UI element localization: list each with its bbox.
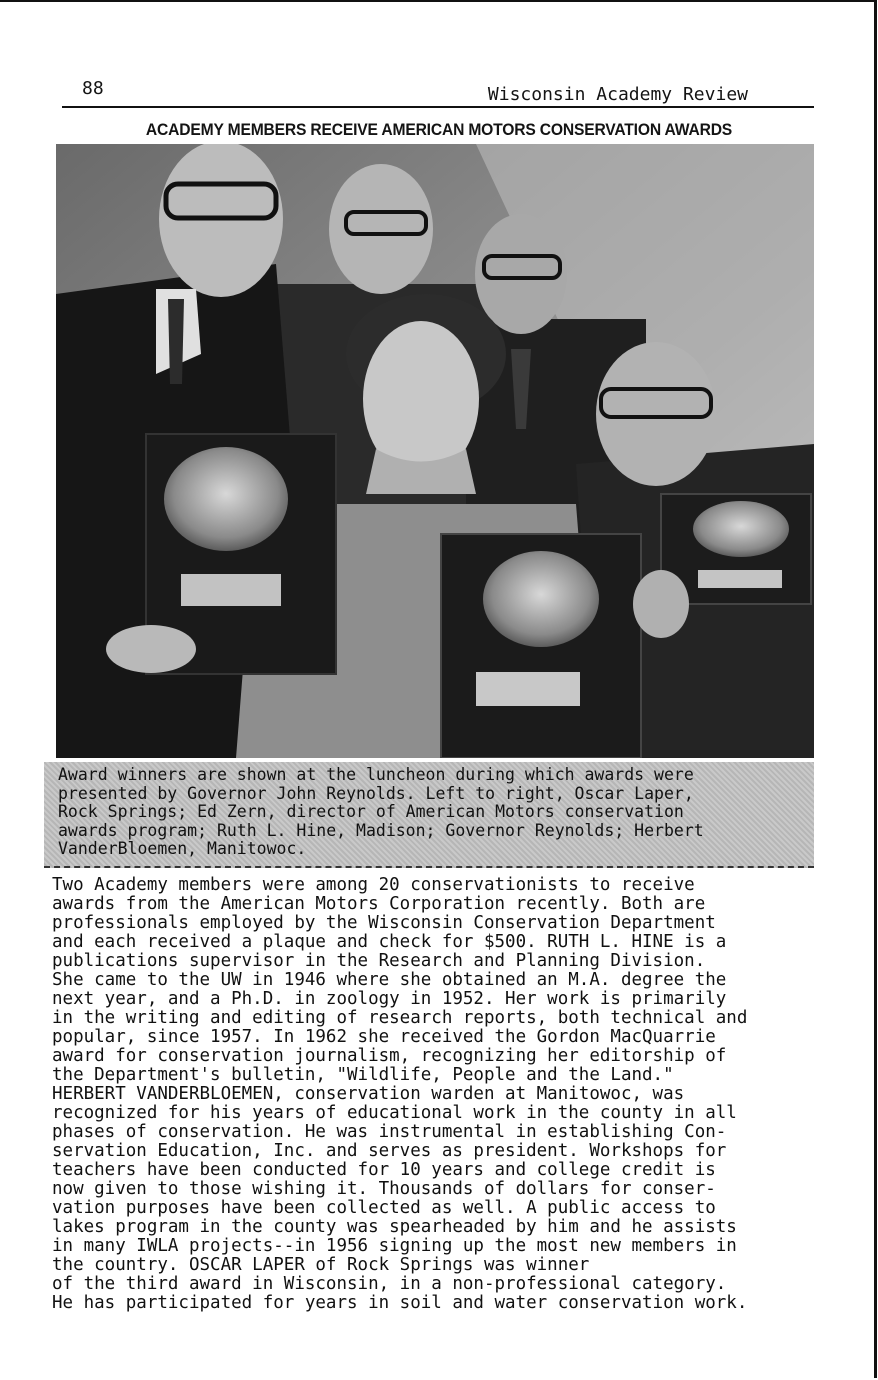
- caption-text: Award winners are shown at the luncheon during which awards were presented by Governor John Reynolds. Left to right, Oscar Laper, Rock Springs; Ed Zern, director of American Motors conservation awards program; Ruth L. Hine, Madison; Governor Reynolds; Herbert VanderBloemen, Manitowoc.: [58, 765, 704, 858]
- caption-divider: [44, 866, 814, 868]
- photo-illustration: [56, 144, 814, 758]
- hand-right: [633, 570, 689, 638]
- photo-caption: [44, 762, 814, 868]
- article-body: [52, 876, 822, 1313]
- hand-left: [106, 625, 196, 673]
- body-paragraph: Two Academy members were among 20 conservationists to receive awards from the American Motors Corporation recently. Both are professionals employed by the Wisconsin Conservation Department and each received a plaque and check for $500. RUTH L. HINE is a publications supervisor in the Research and Planning Division. She came to the UW in 1946 where she obtained an M.A. degree the next year, and a Ph.D. in zoology in 1952. Her work is primarily in the writing and editing of research reports, both technical and popular, since 1957. In 1962 she received the Gordon MacQuarrie award for conservation journalism, recognizing her editorship of the Department's bulletin, "Wildlife, People and the Land." HERBERT VANDERBLOEMEN, conservation warden at Manitowoc, was recognized for his years of educational work in the county in all phases of conservation. He was instrumental in establishing Con- servation Education, Inc. and serves as president. Workshops for teachers have been conducted for 10 years and college credit is now given to those wishing it. Thousands of dollars for conser- vation purposes have been collected as well. A public access to lakes program in the county was spearheaded by him and he assists in many IWLA projects--in 1956 signing up the most new members in the country. OSCAR LAPER of Rock Springs was winner of the third award in Wisconsin, in a non-professional category. He has participated for years in soil and water conservation work.: [52, 875, 748, 1313]
- page-header: [62, 76, 814, 108]
- running-title: Wisconsin Academy Review: [487, 84, 748, 105]
- page-number: 88: [82, 78, 104, 99]
- plaque-center: [441, 534, 641, 758]
- article-title: ACADEMY MEMBERS RECEIVE AMERICAN MOTORS CONSERVATION AWARDS: [145, 120, 733, 139]
- award-photo: [56, 144, 814, 758]
